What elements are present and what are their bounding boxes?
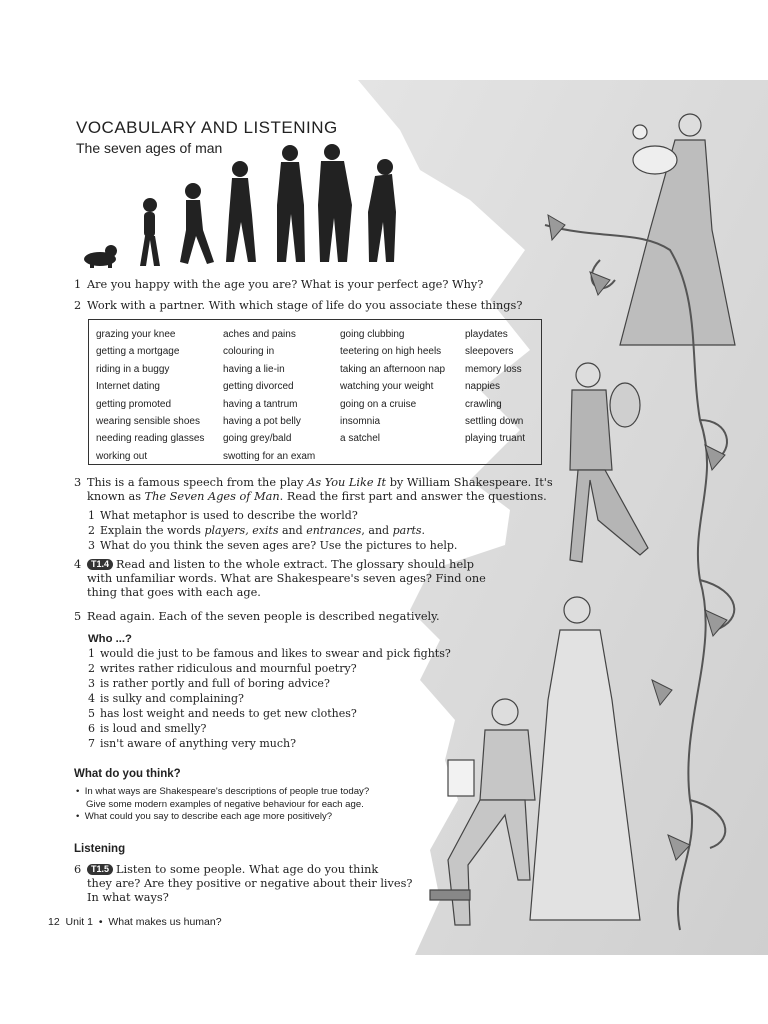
question-6-text: Listen to some people. What age do you think xyxy=(116,863,379,876)
subquestion-text: , and xyxy=(361,524,393,537)
question-5-subitems: 1 would die just to be famous and likes to swear and pick fights? 2 writes rather ridiculous and mournful poetry? 3 is rather portly and full of boring advice? 4 is sulky and complaining? 5 has lost weight and needs to get new clothes? 6 is loud and smelly? 7 isn't aware of anything very much? xyxy=(88,647,451,750)
question-2 xyxy=(74,299,522,313)
what-do-you-think-heading: What do you think? xyxy=(74,768,181,780)
word-item: insomnia xyxy=(340,416,381,428)
question-3-text: by William Shakespeare. It's xyxy=(386,476,553,489)
word-item: having a lie-in xyxy=(223,363,285,375)
subquestion-text: writes rather ridiculous and mournful poetry? xyxy=(100,662,357,675)
word-item: crawling xyxy=(465,398,502,410)
question-3 xyxy=(74,476,553,504)
word-item: having a pot belly xyxy=(223,416,301,428)
subquestion-text: and xyxy=(278,524,307,537)
word-item: settling down xyxy=(465,416,524,428)
question-3-text: This is a famous speech from the play xyxy=(87,476,308,489)
subquestion-text: entrances xyxy=(306,524,362,537)
question-6 xyxy=(74,863,412,905)
word-item: going on a cruise xyxy=(340,398,417,410)
footer-separator: • xyxy=(98,916,103,928)
word-item: having a tantrum xyxy=(223,398,298,410)
unit-label: Unit 1 xyxy=(65,916,93,928)
question-3-text: . Read the first part and answer the questions. xyxy=(279,490,547,503)
question-6-text: In what ways? xyxy=(87,891,169,904)
section-subheading: The seven ages of man xyxy=(76,140,223,156)
word-item: aches and pains xyxy=(223,329,296,340)
question-5-number: 5 xyxy=(74,610,82,623)
word-item: getting a mortgage xyxy=(96,346,180,358)
subquestion-text: is rather portly and full of boring advice? xyxy=(100,677,330,690)
word-item: a satchel xyxy=(340,433,381,445)
think-bullets: • In what ways are Shakespeare's descriptions of people true today? Give some modern examples of negative behaviour for each age. • What could you say to describe each age more positively? xyxy=(76,786,370,822)
who-label: Who ...? xyxy=(88,633,132,645)
word-item: playdates xyxy=(465,329,508,340)
play-title: As You Like It xyxy=(307,476,387,489)
word-item: swotting for an exam xyxy=(223,450,316,462)
vocabulary-column-3 xyxy=(340,326,445,448)
word-item: needing reading glasses xyxy=(96,433,205,445)
evolution-silhouettes xyxy=(84,144,396,268)
word-item: going clubbing xyxy=(340,329,405,340)
question-3-number: 3 xyxy=(74,476,82,489)
word-item: Internet dating xyxy=(96,381,160,393)
unit-title: What makes us human? xyxy=(108,916,222,928)
word-item: playing truant xyxy=(465,433,526,445)
subquestion-text: . xyxy=(421,524,426,537)
question-5-text: Read again. Each of the seven people is described negatively. xyxy=(87,610,440,623)
word-item: riding in a buggy xyxy=(96,363,170,375)
question-6-number: 6 xyxy=(74,863,82,876)
subquestion-text: What do you think the seven ages are? Use the pictures to help. xyxy=(100,539,458,552)
listening-heading: Listening xyxy=(74,843,126,855)
bullet-text: Give some modern examples of negative behaviour for each age. xyxy=(86,798,364,810)
word-item: going grey/bald xyxy=(223,433,292,445)
subquestion-text: parts xyxy=(392,524,422,537)
subquestion-text: is sulky and complaining? xyxy=(100,692,244,705)
word-item: taking an afternoon nap xyxy=(340,363,446,375)
word-item: wearing sensible shoes xyxy=(96,416,200,428)
word-item: sleepovers xyxy=(465,346,514,358)
bullet-text: In what ways are Shakespeare's descriptions of people true today? xyxy=(84,786,370,797)
question-2-number: 2 xyxy=(74,299,82,312)
vocabulary-column-1 xyxy=(96,326,204,465)
subquestion-text: players, exits xyxy=(204,524,279,537)
question-3-subitems: 1 What metaphor is used to describe the world? 2 Explain the words players, exits and entrances, and parts. 3 What do you think the seven ages are? Use the pictures to help. xyxy=(88,509,458,552)
question-1 xyxy=(74,278,483,292)
page-number: 12 xyxy=(48,916,60,928)
word-item: getting divorced xyxy=(223,381,294,393)
subquestion-text: isn't aware of anything very much? xyxy=(100,737,297,750)
word-item: teetering on high heels xyxy=(340,346,442,358)
vocabulary-column-4 xyxy=(465,326,525,448)
audio-track-badge[interactable]: T1.5 xyxy=(87,864,113,875)
section-heading: VOCABULARY AND LISTENING xyxy=(76,118,338,137)
vocabulary-box xyxy=(88,319,542,465)
word-item: memory loss xyxy=(465,363,522,375)
word-item: grazing your knee xyxy=(96,329,176,340)
bullet-text: What could you say to describe each age more positively? xyxy=(84,811,333,822)
question-1-number: 1 xyxy=(74,278,82,291)
speech-title: The Seven Ages of Man xyxy=(144,490,280,503)
subquestion-text: What metaphor is used to describe the world? xyxy=(100,509,358,522)
question-3-text: known as xyxy=(87,490,145,503)
question-4-text: Read and listen to the whole extract. The glossary should help xyxy=(116,558,474,571)
vocabulary-column-2 xyxy=(223,326,315,465)
word-item: colouring in xyxy=(223,346,275,358)
question-4 xyxy=(74,558,486,600)
question-1-text: Are you happy with the age you are? What is your perfect age? Why? xyxy=(87,278,484,291)
question-4-text: thing that goes with each age. xyxy=(87,586,261,599)
subquestion-text: would die just to be famous and likes to swear and pick fights? xyxy=(100,647,451,660)
question-2-text: Work with a partner. With which stage of life do you associate these things? xyxy=(87,299,523,312)
page-footer xyxy=(48,916,222,928)
question-5 xyxy=(74,610,440,624)
subquestion-text: has lost weight and needs to get new clothes? xyxy=(100,707,357,720)
word-item: working out xyxy=(96,450,148,462)
word-item: getting promoted xyxy=(96,398,172,410)
subquestion-text: is loud and smelly? xyxy=(100,722,207,735)
question-6-text: they are? Are they positive or negative about their lives? xyxy=(87,877,413,890)
word-item: nappies xyxy=(465,381,501,393)
question-4-text: with unfamiliar words. What are Shakespeare's seven ages? Find one xyxy=(87,572,486,585)
question-4-number: 4 xyxy=(74,558,82,571)
subquestion-text: Explain the words xyxy=(100,524,205,537)
word-item: watching your weight xyxy=(340,381,434,393)
audio-track-badge[interactable]: T1.4 xyxy=(87,559,113,570)
